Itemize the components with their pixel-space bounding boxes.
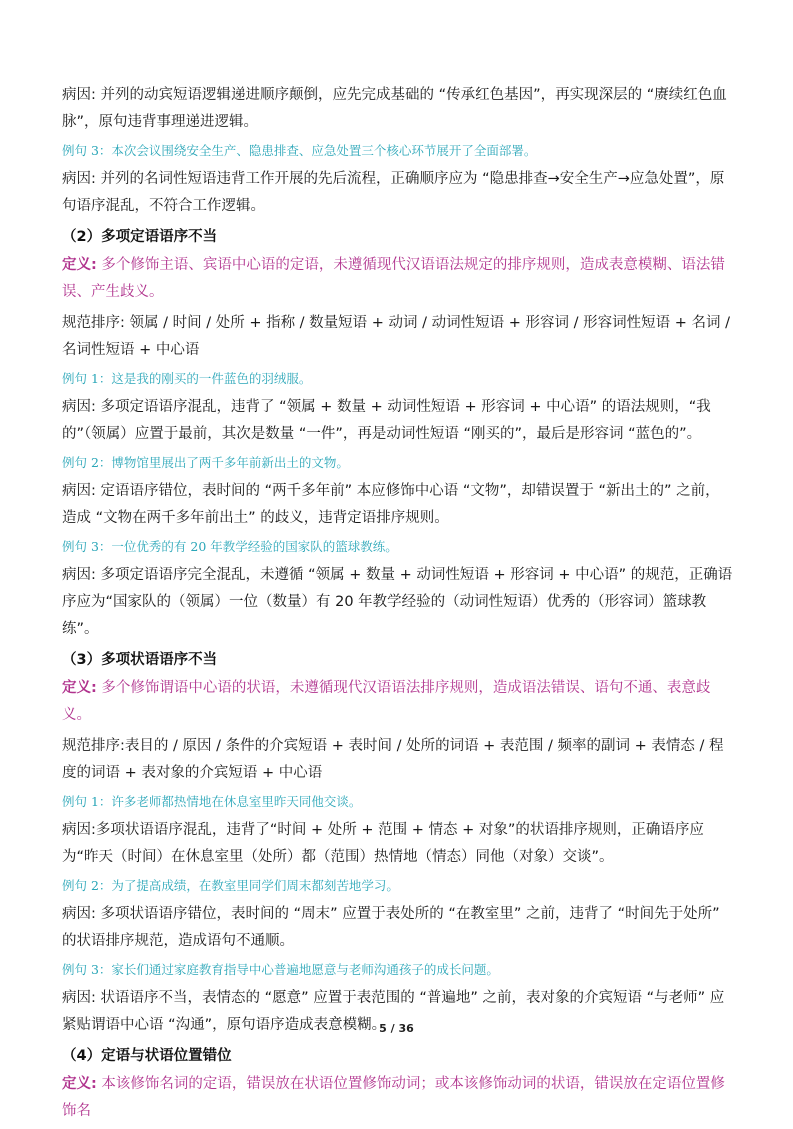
paragraph-text: 多项状语语序混乱，违背了“时间 + 处所 + 范围 + 情态 + 对象”的状语排序规则，正确语序应为“昨天（时间）在休息室里（处所）都（范围）热情地（情态）同他（对象）交谈”。	[62, 822, 704, 865]
paragraph-text: 多个修饰谓语中心语的状语，未遵循现代汉语语法排序规则，造成语法错误、语句不通、表意歧义。	[62, 680, 711, 723]
paragraph-text: 多项定语语序混乱，违背了 “领属 + 数量 + 动词性短语 + 形容词 + 中心语” 的语法规则，“我的”（领属）应置于最前，其次是数量 “一件”，再是动词性短语 “刚买的”，最后是形容词 “蓝色的”。	[62, 399, 711, 442]
paragraph-text: 定语语序错位，表时间的 “两千多年前” 本应修饰中心语 “文物”，却错误置于 “新出土的” 之前，造成 “文物在两千多年前出土” 的歧义，违背定语排序规则。	[62, 483, 720, 526]
paragraph-label: 病因:	[62, 990, 96, 1006]
analysis-paragraph	[62, 562, 734, 643]
paragraph-label: 病因:	[62, 822, 96, 838]
analysis-paragraph	[62, 394, 734, 448]
paragraph-text: 多项定语语序完全混乱，未遵循 “领属 + 数量 + 动词性短语 + 形容词 + 中心语” 的规范，正确语序应为“国家队的（领属）一位（数量）有 20 年教学经验的（动词性短语）优秀的（形容词）篮球教练”。	[62, 567, 733, 637]
paragraph-text: 多个修饰主语、宾语中心语的定语，未遵循现代汉语语法规定的排序规则，造成表意模糊、语法错误、产生歧义。	[62, 257, 725, 300]
analysis-paragraph	[62, 733, 734, 787]
example-sentence: 例句 3：家长们通过家庭教育指导中心普遍地愿意与老师沟通孩子的成长问题。	[62, 962, 499, 977]
paragraph-text: 本该修饰名词的定语，错误放在状语位置修饰动词；或本该修饰动词的状语，错误放在定语位置修饰名	[62, 1076, 725, 1119]
example-sentence: 例句 3：一位优秀的有 20 年教学经验的国家队的篮球教练。	[62, 539, 398, 554]
section-heading: （3）多项状语语序不当	[62, 652, 218, 668]
paragraph-label: 病因:	[62, 906, 96, 922]
paragraph-label: 规范排序:	[62, 738, 125, 754]
analysis-paragraph	[62, 310, 734, 364]
paragraph-text: 并列的动宾短语逻辑递进顺序颠倒，应先完成基础的 “传承红色基因”，再实现深层的 “赓续红色血脉”，原句违背事理递进逻辑。	[62, 87, 727, 130]
analysis-paragraph	[62, 901, 734, 955]
paragraph-text: 领属 / 时间 / 处所 + 指称 / 数量短语 + 动词 / 动词性短语 + 形容词 / 形容词性短语 + 名词 / 名词性短语 + 中心语	[62, 315, 730, 358]
paragraph-label: 病因:	[62, 87, 96, 103]
analysis-paragraph	[62, 166, 734, 220]
paragraph-label: 病因:	[62, 171, 96, 187]
document-body	[62, 82, 734, 1129]
paragraph-label: 病因:	[62, 483, 96, 499]
paragraph-label: 病因:	[62, 567, 96, 583]
paragraph-label: 定义:	[62, 257, 97, 273]
paragraph-text: 多项状语语序错位，表时间的 “周末” 应置于表处所的 “在教室里” 之前，违背了 “时间先于处所” 的状语排序规范，造成语句不通顺。	[62, 906, 720, 949]
paragraph-label: 定义:	[62, 680, 97, 696]
paragraph-text: 状语语序不当，表情态的 “愿意” 应置于表范围的 “普遍地” 之前，表对象的介宾短语 “与老师” 应紧贴谓语中心语 “沟通”，原句语序造成表意模糊。	[62, 990, 725, 1033]
definition-paragraph	[62, 1071, 734, 1125]
analysis-paragraph	[62, 82, 734, 136]
paragraph-label: 病因:	[62, 399, 96, 415]
paragraph-label: 定义:	[62, 1076, 97, 1092]
example-sentence: 例句 1：许多老师都热情地在休息室里昨天同他交谈。	[62, 794, 362, 809]
definition-paragraph	[62, 252, 734, 306]
example-sentence: 例句 1：这是我的刚买的一件蓝色的羽绒服。	[62, 371, 312, 386]
analysis-paragraph	[62, 478, 734, 532]
example-sentence: 例句 2：为了提高成绩，在教室里同学们周末都刻苦地学习。	[62, 878, 399, 893]
page-number: 5 / 36	[379, 1022, 414, 1035]
paragraph-label: 规范排序:	[62, 315, 125, 331]
section-heading: （2）多项定语语序不当	[62, 229, 218, 245]
example-sentence: 例句 3：本次会议围绕安全生产、隐患排查、应急处置三个核心环节展开了全面部署。	[62, 143, 537, 158]
paragraph-text: 表目的 / 原因 / 条件的介宾短语 + 表时间 / 处所的词语 + 表范围 / 频率的副词 + 表情态 / 程度的词语 + 表对象的介宾短语 + 中心语	[62, 738, 724, 781]
example-sentence: 例句 2：博物馆里展出了两千多年前新出土的文物。	[62, 455, 349, 470]
definition-paragraph	[62, 675, 734, 729]
paragraph-text: 并列的名词性短语违背工作开展的先后流程，正确顺序应为 “隐患排查→安全生产→应急处置”，原句语序混乱，不符合工作逻辑。	[62, 171, 725, 214]
analysis-paragraph	[62, 817, 734, 871]
section-heading: （4）定语与状语位置错位	[62, 1048, 232, 1064]
